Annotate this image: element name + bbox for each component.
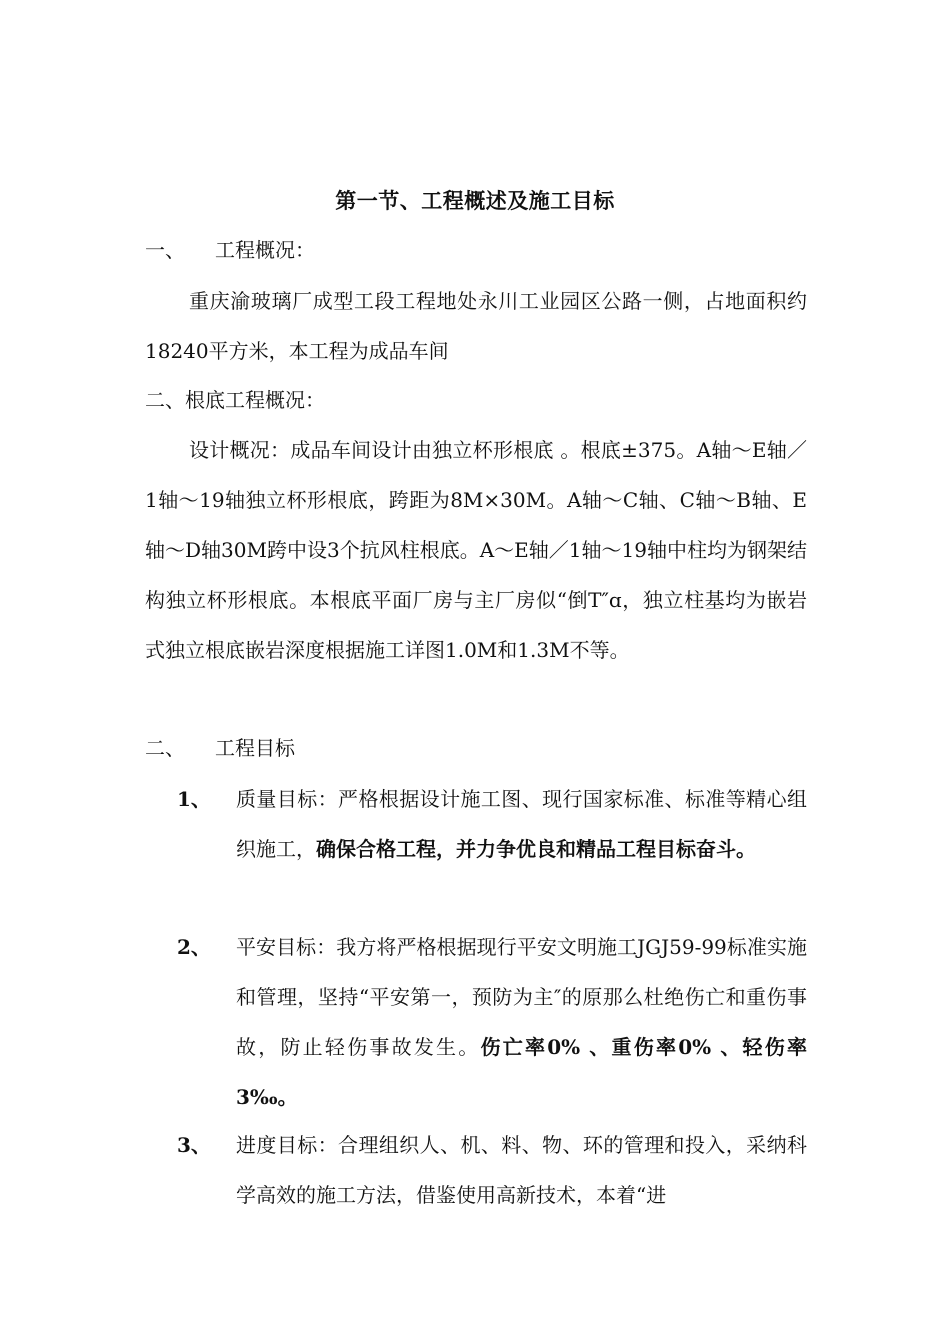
list-item-emphasis: 确保合格工程，并力争优良和精品工程目标奋斗。 xyxy=(316,837,756,861)
list-item-text xyxy=(236,1120,807,1220)
list-item-body: 质量目标：严格根据设计施工图、现行国家标准、标准等精心组织施工， xyxy=(236,787,807,861)
heading-number: 一、 xyxy=(145,238,185,262)
section-title: 第一节、工程概述及施工目标 xyxy=(335,188,615,213)
paragraph-foundation-overview: 设计概况：成品车间设计由独立杯形根底 。根底±375。A轴～E轴／1轴～19轴独立杯形根底，跨距为8M×30M。A轴～C轴、C轴～B轴、E轴～D轴30M跨中设3个抗风柱根底。A～E轴／1轴～19轴中柱均为钢架结构独立杯形根底。本根底平面厂房与主厂房似“倒T″ɑ，独立柱基均为嵌岩式独立根底嵌岩深度根据施工详图1.0M和1.3M不等。 xyxy=(145,438,807,662)
list-item-number: 3、 xyxy=(177,1133,211,1157)
list-item-schedule-goal xyxy=(145,1120,807,1220)
heading-project-overview xyxy=(145,234,315,266)
paragraph-project-overview: 重庆渝玻璃厂成型工段工程地处永川工业园区公路一侧，占地面积约18240平方米，本工程为成品车间 xyxy=(145,289,807,363)
heading-foundation-overview: 二、根底工程概况： xyxy=(145,388,325,412)
list-item-body: 平安目标：我方将严格根据现行平安文明施工JGJ59-99标准实施和管理，坚持“平安第一，预防为主″的原那么杜绝伤亡和重伤事故，防止轻伤事故发生。 xyxy=(236,935,807,1059)
heading-label: 工程概况： xyxy=(215,238,315,262)
heading-label: 工程目标 xyxy=(215,736,295,760)
list-item-safety-goal xyxy=(145,922,807,1122)
list-item-body: 进度目标：合理组织人、机、料、物、环的管理和投入，采纳科学高效的施工方法，借鉴使用高新技术，本着“进 xyxy=(236,1133,807,1207)
list-item-number: 2、 xyxy=(177,935,211,959)
list-item-emphasis: 伤亡率0% 、重伤率0% 、轻伤率3‰。 xyxy=(236,1035,808,1109)
list-item-text xyxy=(236,922,807,1122)
list-item-text xyxy=(236,774,807,874)
list-item-quality-goal xyxy=(145,774,807,874)
heading-project-goals xyxy=(145,732,295,764)
list-item-number: 1、 xyxy=(177,787,211,811)
heading-number: 二、 xyxy=(145,736,185,760)
